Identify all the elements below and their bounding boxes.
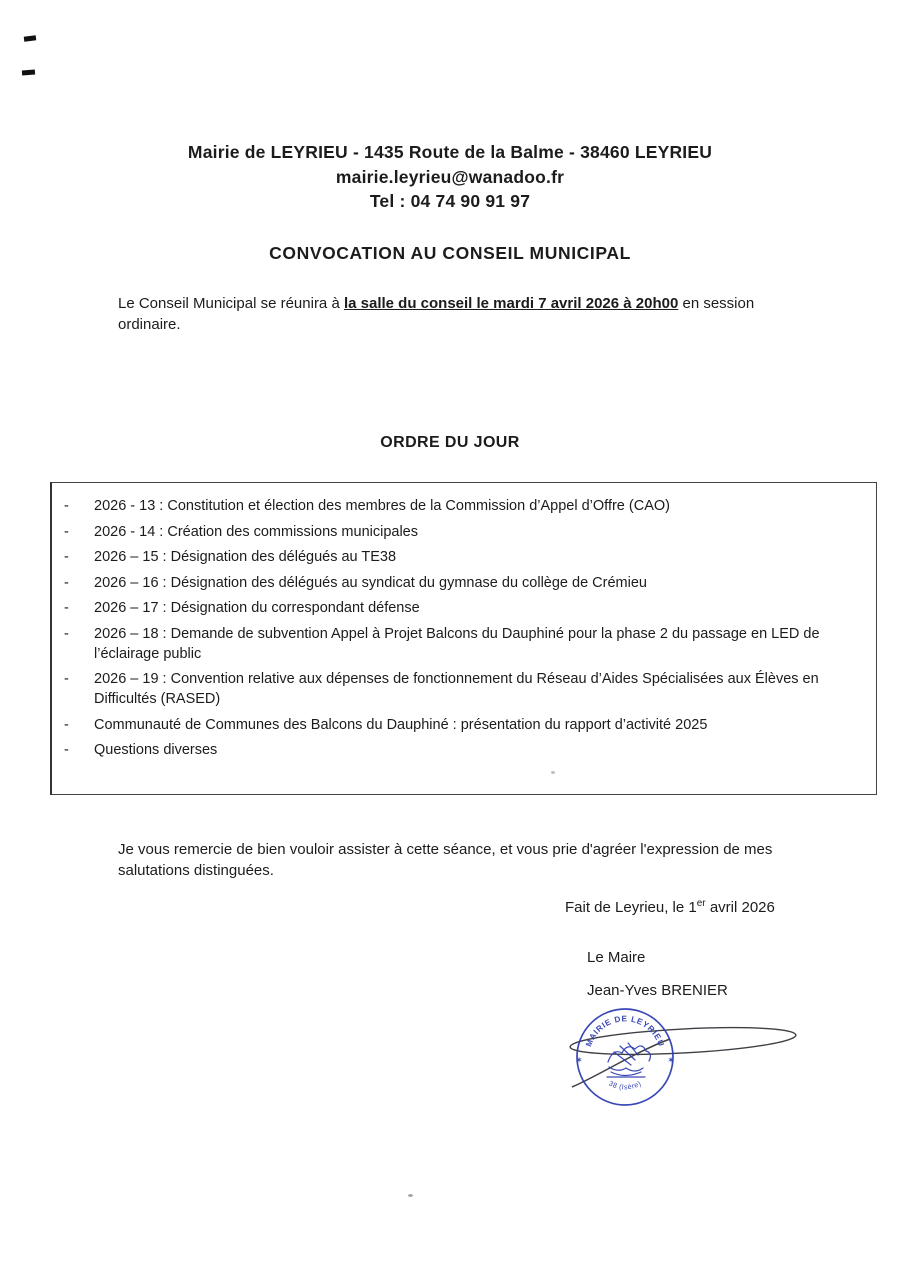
date-text: Fait de Leyrieu, le 1 [565, 899, 697, 916]
signer-title: Le Maire [587, 949, 646, 966]
letterhead-email: mairie.leyrieu@wanadoo.fr [335, 166, 565, 187]
agenda-item [64, 547, 862, 567]
agenda-item [64, 624, 862, 664]
bullet-dash: - [64, 498, 69, 514]
agenda-list [52, 483, 876, 760]
agenda-item-text: 2026 – 17 : Désignation du correspondant défense [94, 600, 420, 616]
agenda-item-text: Questions diverses [94, 742, 218, 758]
agenda-box [50, 482, 877, 795]
agenda-item-text: 2026 - 13 : Constitution et élection des membres de la Commission d’Appel d’Offre (CAO) [94, 498, 670, 514]
date-text-suffix: avril 2026 [705, 899, 775, 916]
dateline [565, 898, 775, 916]
closing-paragraph: Je vous remercie de bien vouloir assister à cette séance, et vous prie d'agréer l'expression de mes salutations distinguées. [118, 841, 773, 879]
bullet-dash: - [64, 625, 69, 642]
mairie-stamp [575, 1009, 675, 1105]
agenda-item [64, 715, 862, 735]
agenda-item-text: 2026 – 15 : Désignation des délégués au TE38 [94, 549, 397, 565]
intro-paragraph [118, 293, 790, 335]
letterhead-phone: Tel : 04 74 90 91 97 [369, 191, 531, 211]
scan-artifact [22, 70, 35, 76]
bullet-dash: - [64, 549, 69, 565]
bullet-dash: - [64, 574, 69, 591]
stamp-emblem [607, 1043, 650, 1077]
agenda-item [64, 522, 862, 542]
scan-artifact [551, 771, 555, 774]
agenda-item-text: 2026 – 19 : Convention relative aux dépenses de fonctionnement du Réseau d’Aides Spécialisées aux Élèves en Difficultés (RASED) [94, 671, 819, 707]
stamp-and-signature [515, 980, 845, 1130]
scan-artifact [24, 35, 37, 41]
bullet-dash: - [64, 742, 69, 758]
scan-artifact [408, 1194, 413, 1197]
bullet-dash: - [64, 671, 69, 687]
intro-text-after: en session ordinaire. [118, 295, 755, 333]
agenda-item [64, 598, 862, 618]
bullet-dash: - [64, 716, 69, 733]
agenda-item [64, 669, 862, 709]
agenda-item-text: 2026 – 16 : Désignation des délégués au syndicat du gymnase du collège de Crémieu [94, 574, 647, 591]
star-icon: ✶ [667, 1055, 675, 1065]
signer-name: Jean-Yves BRENIER [587, 982, 728, 999]
stamp-title-curved: MAIRIE DE LEYRIEU [584, 1014, 666, 1048]
agenda-item-text: Communauté de Communes des Balcons du Dauphiné : présentation du rapport d’activité 2025 [94, 716, 708, 733]
agenda-heading: ORDRE DU JOUR [380, 434, 520, 451]
agenda-item-text: 2026 - 14 : Création des commissions municipales [94, 523, 418, 540]
agenda-item [64, 573, 862, 593]
bullet-dash: - [64, 523, 69, 540]
document-title: CONVOCATION AU CONSEIL MUNICIPAL [269, 243, 631, 263]
letterhead [0, 140, 900, 214]
intro-emphasis: la salle du conseil le mardi 7 avril 2026 à 20h00 [343, 295, 679, 312]
agenda-item [64, 496, 862, 516]
bullet-dash: - [64, 600, 69, 616]
intro-text-before: Le Conseil Municipal se réunira à [118, 295, 344, 312]
date-ordinal: er [696, 898, 706, 909]
star-icon: ✶ [575, 1055, 583, 1065]
agenda-item [64, 740, 862, 760]
letterhead-address: Mairie de LEYRIEU - 1435 Route de la Balme - 38460 LEYRIEU [187, 142, 713, 162]
stamp-subtitle-curved: 38 (Isère) [607, 1078, 643, 1092]
agenda-item-text: 2026 – 18 : Demande de subvention Appel à Projet Balcons du Dauphiné pour la phase 2 du passage en LED de l’éclairage public [94, 625, 820, 662]
